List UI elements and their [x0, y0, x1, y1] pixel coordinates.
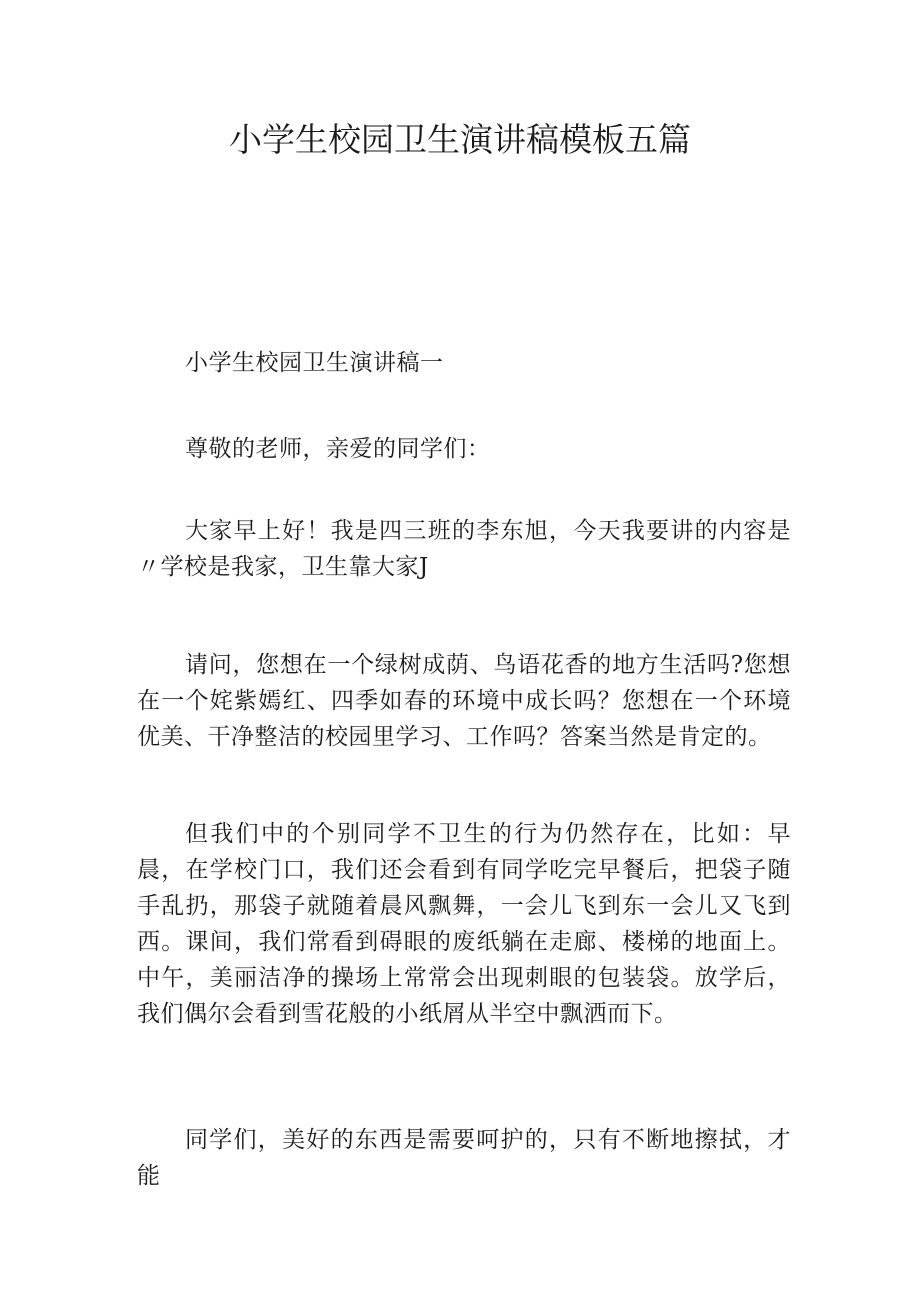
document-title: 小学生校园卫生演讲稿模板五篇 — [229, 120, 691, 159]
body-paragraph: 请问，您想在一个绿树成荫、鸟语花香的地方生活吗?您想在一个姹紫嫣红、四季如春的环境中成长吗？您想在一个环境优美、干净整洁的校园里学习、工作吗？答案当然是肯定的。 — [137, 652, 791, 750]
body-paragraph: 大家早上好！我是四三班的李东旭，今天我要讲的内容是〃学校是我家，卫生靠大家J — [137, 518, 791, 580]
body-paragraph: 同学们，美好的东西是需要呵护的，只有不断地擦拭，才能 — [137, 1127, 791, 1189]
body-paragraph: 但我们中的个别同学不卫生的行为仍然存在，比如：早晨，在学校门口，我们还会看到有同学吃完早餐后，把袋子随手乱扔，那袋子就随着晨风飘舞，一会儿飞到东一会儿又飞到西。课间，我们常看到碍眼的废纸躺在走廊、楼梯的地面上。中午，美丽洁净的操场上常常会出现刺眼的包装袋。放学后，我们偶尔会看到雪花般的小纸屑从半空中飘洒而下。 — [137, 821, 791, 1027]
salutation-paragraph: 尊敬的老师，亲爱的同学们： — [185, 436, 491, 462]
section-heading: 小学生校园卫生演讲稿一 — [185, 350, 444, 376]
